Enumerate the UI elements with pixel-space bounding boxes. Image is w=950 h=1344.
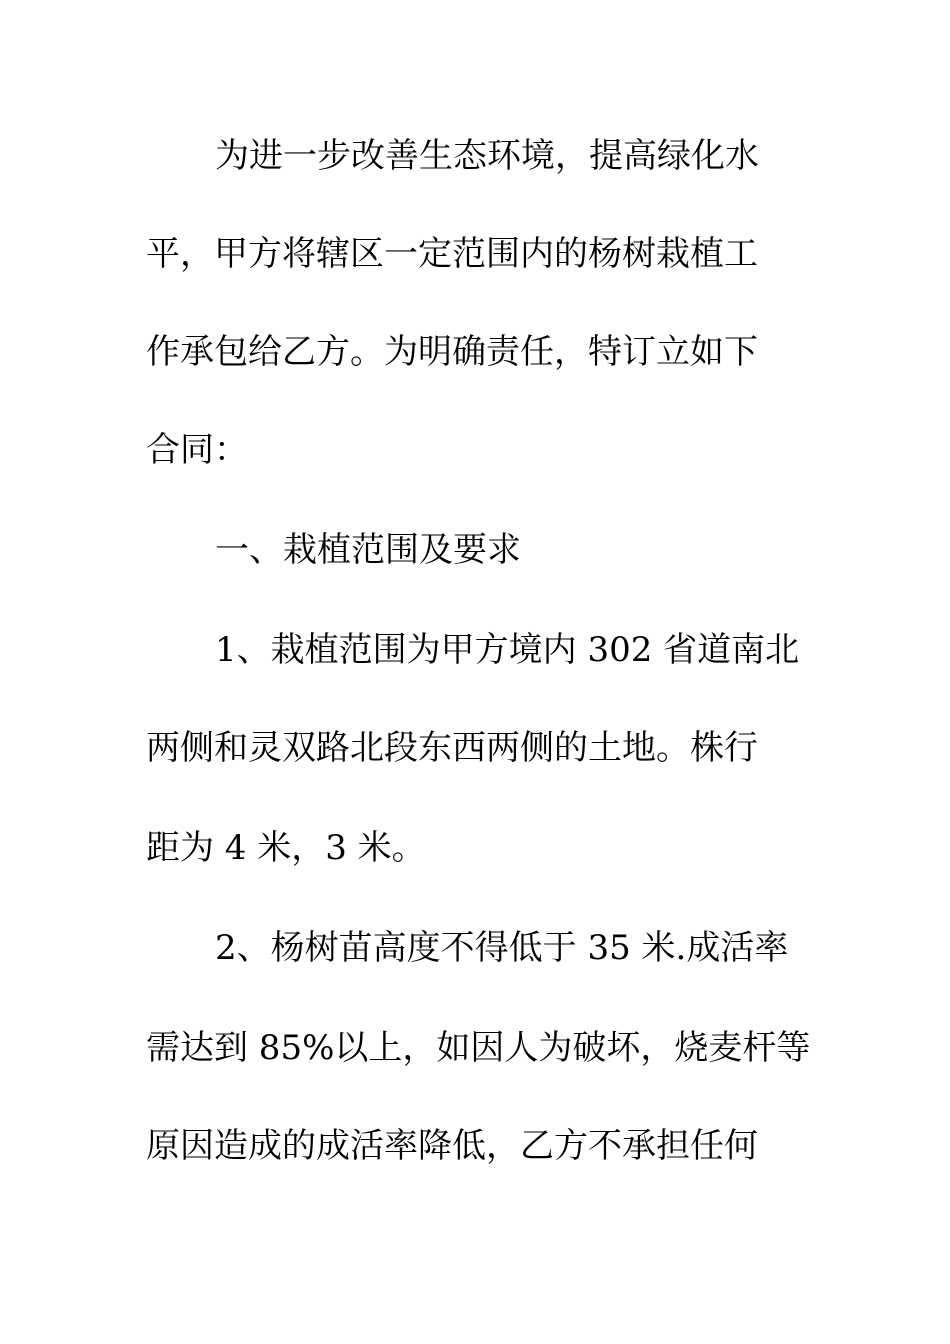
paragraph-intro-line-3: 作承包给乙方。为明确责任，特订立如下 bbox=[146, 332, 758, 372]
clause-2-line-3: 原因造成的成活率降低，乙方不承担任何 bbox=[146, 1126, 758, 1166]
clause-2-line-1: 2、杨树苗高度不得低于 35 米.成活率 bbox=[215, 928, 789, 968]
clause-1-line-2: 两侧和灵双路北段东西两侧的土地。株行 bbox=[146, 728, 758, 768]
paragraph-intro-line-4: 合同： bbox=[146, 430, 248, 470]
clause-1-line-1: 1、栽植范围为甲方境内 302 省道南北 bbox=[215, 630, 800, 670]
clause-2-line-2: 需达到 85%以上，如因人为破坏，烧麦杆等 bbox=[146, 1028, 811, 1068]
section-heading: 一、栽植范围及要求 bbox=[215, 530, 521, 570]
paragraph-intro-line-1: 为进一步改善生态环境，提高绿化水 bbox=[215, 136, 759, 176]
clause-1-line-3: 距为 4 米，3 米。 bbox=[146, 828, 426, 868]
paragraph-intro-line-2: 平，甲方将辖区一定范围内的杨树栽植工 bbox=[146, 234, 758, 274]
